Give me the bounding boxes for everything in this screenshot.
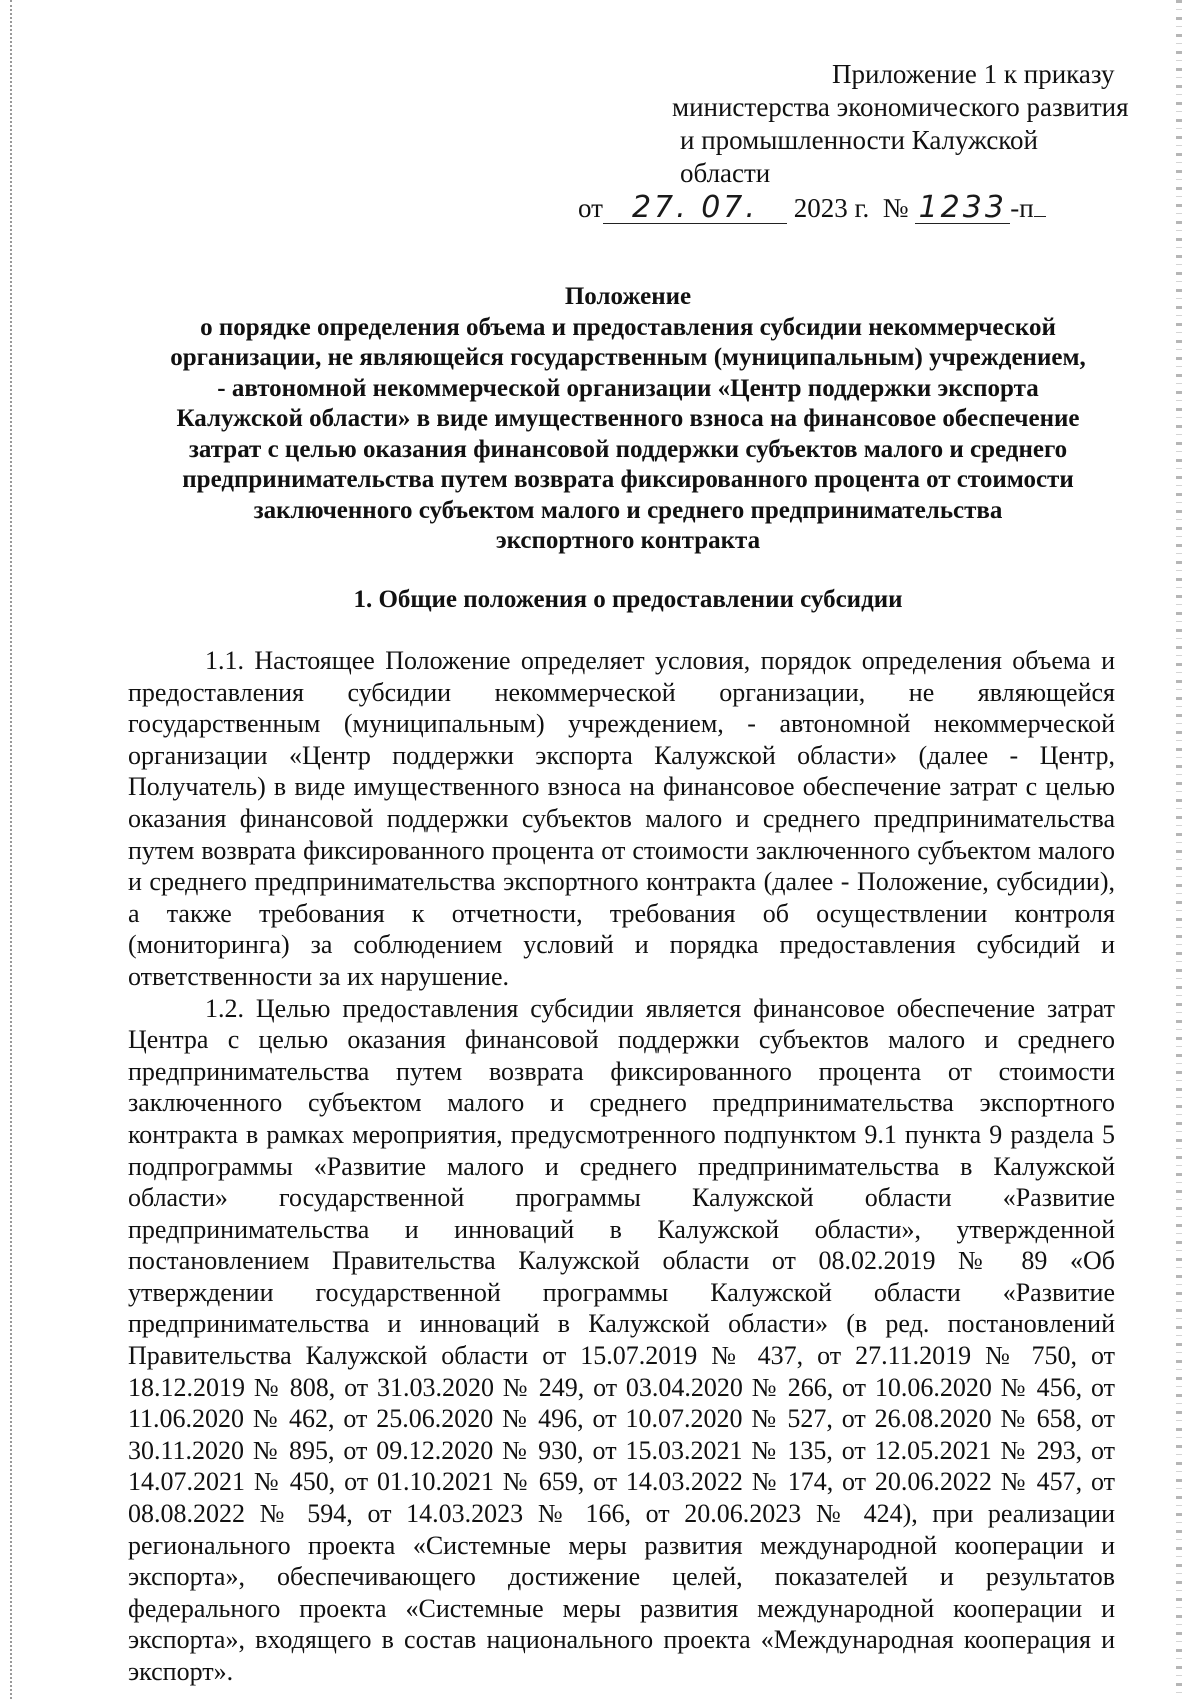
paragraph-1-2: 1.2. Целью предоставления субсидии является финансовое обеспечение затрат Центра с целью оказания финансовой поддержки субъектов малого и среднего предпринимательства путем возврата фиксированного процента от стоимости заключенного субъектом малого и среднего предпринимательства экспортного контракта в рамках мероприятия, предусмотренного подпунктом 9.1 пункта 9 раздела 5 подпрограммы «Развитие малого и среднего предпринимательства в Калужской области» государственной программы Калужской области «Развитие предпринимательства и инноваций в Калужской области», утвержденной постановлением Правительства Калужской области от 08.02.2019 № 89 «Об утверждении государственной программы Калужской области «Развитие предпринимательства и инноваций в Калужской области» (в ред. постановлений Правительства Калужской области от 15.07.2019 № 437, от 27.11.2019 № 750, от 18.12.2019 № 808, от 31.03.2020 № 249, от 03.04.2020 № 266, от 10.06.2020 № 456, от 11.06.2020 № 462, от 25.06.2020 № 496, от 10.07.2020 № 527, от 26.08.2020 № 658, от 30.11.2020 № 895, от 09.12.2020 № 930, от 15.03.2021 № 135, от 12.05.2021 № 293, от 14.07.2021 № 450, от 01.10.2021 № 659, от 14.03.2022 № 174, от 20.06.2022 № 457, от 08.08.2022 № 594, от 14.03.2023 № 166, от 20.06.2023 № 424), при реализации регионального проекта «Системные меры развития международной кооперации и экспорта», обеспечивающего достижение целей, показателей и результатов федерального проекта «Системные меры развития международной кооперации и экспорта», входящего в состав национального проекта «Международная кооперация и экспорт». (128, 993, 1115, 1686)
order-number-suffix: -п (1010, 193, 1034, 223)
title-line: экспортного контракта (495, 527, 761, 554)
title-line: - автономной некоммерческой организации «Центр поддержки экспорта (217, 374, 1039, 402)
document-body (128, 645, 1115, 1688)
order-number-underline (1034, 216, 1046, 217)
title-line: организации, не являющейся государственным (муниципальным) учреждением, (170, 344, 1086, 371)
order-number-handwritten: 1233 (915, 193, 1010, 224)
appendix-line-2: министерства экономического развития (672, 92, 1129, 122)
order-number-label: № (882, 193, 909, 223)
order-date-line (578, 192, 1138, 225)
appendix-header (672, 58, 1132, 190)
title-heading: Положение (564, 283, 692, 310)
title-line: затрат с целью оказания финансовой поддержки субъектов малого и среднего (188, 435, 1068, 463)
appendix-line-1: Приложение 1 к приказу (832, 59, 1115, 89)
order-date-prefix: от (578, 193, 603, 223)
title-line: о порядке определения объема и предоставления субсидии некоммерческой (200, 313, 1056, 341)
title-line: заключенного субъектом малого и среднего предпринимательства (253, 496, 1003, 524)
appendix-line-3: и промышленности Калужской области (680, 125, 1039, 188)
order-date-handwritten: 27. 07. (603, 193, 787, 224)
paragraph-1-1: 1.1. Настоящее Положение определяет условия, порядок определения объема и предоставления субсидии некоммерческой организации, не являющейся государственным (муниципальным) учреждением, - автономной некоммерческой организации «Центр поддержки экспорта Калужской области» (далее - Центр, Получатель) в виде имущественного взноса на финансовое обеспечение затрат с целью оказания финансовой поддержки субъектов малого и среднего предпринимательства путем возврата фиксированного процента от стоимости заключенного субъектом малого и среднего предпринимательства экспортного контракта (далее - Положение, субсидии), а также требования к отчетности, требования об осуществлении контроля (мониторинга) за соблюдением условий и порядка предоставления субсидий и ответственности за их нарушение. (128, 646, 1115, 991)
section-1-heading: 1. Общие положения о предоставлении субсидии (353, 586, 903, 613)
document-title (128, 282, 1128, 557)
title-line: Калужской области» в виде имущественного взноса на финансовое обеспечение (176, 405, 1080, 432)
scan-edge-right (1176, 0, 1182, 1699)
scan-edge-left (10, 0, 12, 1699)
order-year: 2023 г. (793, 193, 870, 223)
title-line: предпринимательства путем возврата фиксированного процента от стоимости (182, 466, 1074, 493)
